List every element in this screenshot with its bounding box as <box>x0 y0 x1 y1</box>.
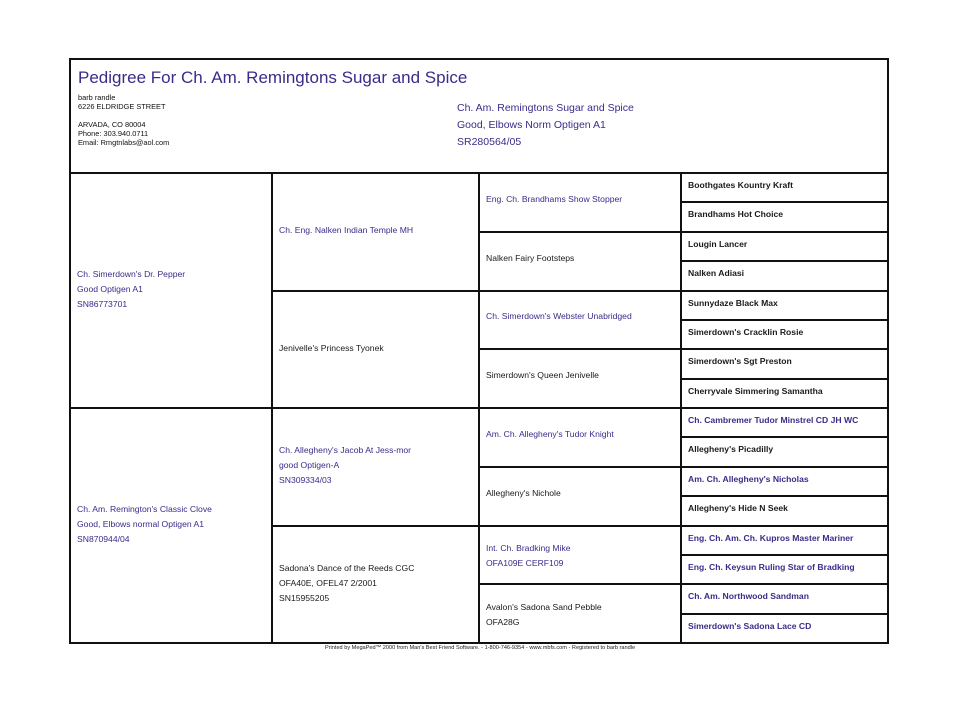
ancestor-cell-gen2 <box>273 409 480 527</box>
ancestor-cell-gen4 <box>682 292 887 321</box>
ancestor-line: Brandhams Hot Choice <box>688 209 784 220</box>
ancestor-cell-gen4 <box>682 380 887 409</box>
ancestor-line: Ch. Cambremer Tudor Minstrel CD JH WC <box>688 415 859 425</box>
ancestor-line: Ch. Simerdown's Webster Unabridged <box>486 311 632 322</box>
pedigree-header <box>71 60 887 174</box>
ancestor-line: SN15955205 <box>279 592 330 603</box>
footer-credit: Printed by MegaPed™ 2000 from Man's Best Friend Software. - 1-800-746-9354 - www.mbfs.com - Registered to barb randle <box>324 645 636 651</box>
ancestor-cell-gen3 <box>480 233 682 292</box>
ancestor-cell-gen4 <box>682 350 887 379</box>
ancestor-line: Nalken Fairy Footsteps <box>486 252 575 263</box>
ancestor-cell-gen2 <box>273 527 480 645</box>
ancestor-line: Simerdown's Queen Jenivelle <box>486 370 599 381</box>
subject-health: Good, Elbows Norm Optigen A1 <box>457 119 606 131</box>
ancestor-cell-gen4 <box>682 585 887 614</box>
ancestor-line: Allegheny's Nichole <box>486 487 561 498</box>
ancestor-line: Ch. Am. Remington's Classic Clove <box>77 504 212 514</box>
ancestor-cell-gen4 <box>682 556 887 585</box>
ancestor-cell-gen3 <box>480 350 682 409</box>
ancestor-line: Eng. Ch. Keysun Ruling Star of Bradking <box>688 561 855 572</box>
ancestor-line: Good Optigen A1 <box>77 284 143 294</box>
ancestor-line: Int. Ch. Bradking Mike <box>486 542 571 553</box>
ancestor-cell-gen4 <box>682 174 887 203</box>
ancestor-line: SN870944/04 <box>77 534 130 544</box>
ancestor-cell-gen4 <box>682 321 887 350</box>
ancestor-cell-gen4 <box>682 527 887 556</box>
ancestor-line: Ch. Allegheny's Jacob At Jess-mor <box>279 445 412 456</box>
ancestor-line: Allegheny's Picadilly <box>688 444 774 455</box>
subject-dog-info <box>457 100 634 151</box>
ancestor-line: Allegheny's Hide N Seek <box>688 503 788 514</box>
ancestor-cell-gen4 <box>682 233 887 262</box>
ancestor-line: Eng. Ch. Brandhams Show Stopper <box>486 193 623 204</box>
ancestor-line: Ch. Simerdown's Dr. Pepper <box>77 269 186 279</box>
ancestor-line: Ch. Eng. Nalken Indian Temple MH <box>279 225 414 236</box>
ancestor-cell-gen2 <box>273 292 480 410</box>
ancestor-cell-gen1 <box>71 409 273 644</box>
ancestor-line: Eng. Ch. Am. Ch. Kupros Master Mariner <box>688 532 854 543</box>
ancestor-line: Ch. Am. Northwood Sandman <box>688 591 809 602</box>
owner-city: ARVADA, CO 80004 <box>78 120 146 129</box>
ancestor-line: Sunnydaze Black Max <box>688 297 778 308</box>
subject-registration: SR280564/05 <box>457 136 522 148</box>
ancestor-line: Good, Elbows normal Optigen A1 <box>77 519 205 529</box>
ancestor-cell-gen4 <box>682 468 887 497</box>
ancestor-cell-gen4 <box>682 203 887 232</box>
ancestor-line: Am. Ch. Allegheny's Nicholas <box>688 473 809 484</box>
ancestor-line: OFA28G <box>486 616 520 627</box>
owner-info <box>78 93 169 147</box>
ancestor-line: OFA109E CERF109 <box>486 557 564 568</box>
owner-email: Email: Rmgtnlabs@aol.com <box>78 138 170 147</box>
ancestor-line: good Optigen-A <box>279 460 340 471</box>
ancestor-cell-gen4 <box>682 262 887 291</box>
ancestor-cell-gen3 <box>480 174 682 233</box>
ancestor-cell-gen4 <box>682 438 887 467</box>
ancestor-line: Boothgates Kountry Kraft <box>688 180 794 190</box>
ancestor-cell-gen4 <box>682 409 887 438</box>
ancestor-line: Nalken Adiasi <box>688 268 745 279</box>
pedigree-grid <box>71 174 887 644</box>
ancestor-cell-gen3 <box>480 468 682 527</box>
owner-name: barb randle <box>78 93 116 102</box>
owner-street: 6226 ELDRIDGE STREET <box>78 102 166 111</box>
ancestor-cell-gen4 <box>682 615 887 644</box>
ancestor-line: SN86773701 <box>77 299 128 309</box>
ancestor-cell-gen2 <box>273 174 480 292</box>
ancestor-cell-gen4 <box>682 497 887 526</box>
ancestor-cell-gen3 <box>480 292 682 351</box>
owner-phone: Phone: 303.940.0711 <box>78 129 149 138</box>
ancestor-cell-gen3 <box>480 409 682 468</box>
ancestor-line: Simerdown's Sgt Preston <box>688 356 792 367</box>
ancestor-line: OFA40E, OFEL47 2/2001 <box>279 577 377 588</box>
ancestor-line: Jenivelle's Princess Tyonek <box>279 342 384 353</box>
pedigree-page <box>69 58 889 644</box>
ancestor-cell-gen1 <box>71 174 273 409</box>
subject-name: Ch. Am. Remingtons Sugar and Spice <box>457 102 634 114</box>
ancestor-line: Lougin Lancer <box>688 238 748 249</box>
ancestor-line: Avalon's Sadona Sand Pebble <box>486 601 602 612</box>
ancestor-line: Am. Ch. Allegheny's Tudor Knight <box>486 428 614 439</box>
ancestor-line: Simerdown's Cracklin Rosie <box>688 326 804 337</box>
ancestor-cell-gen3 <box>480 585 682 644</box>
ancestor-line: Simerdown's Sadona Lace CD <box>688 620 812 631</box>
page-title: Pedigree For Ch. Am. Remingtons Sugar and Spice <box>78 68 468 87</box>
ancestor-line: SN309334/03 <box>279 475 332 486</box>
ancestor-line: Cherryvale Simmering Samantha <box>688 385 823 396</box>
ancestor-line: Sadona's Dance of the Reeds CGC <box>279 562 415 573</box>
ancestor-cell-gen3 <box>480 527 682 586</box>
